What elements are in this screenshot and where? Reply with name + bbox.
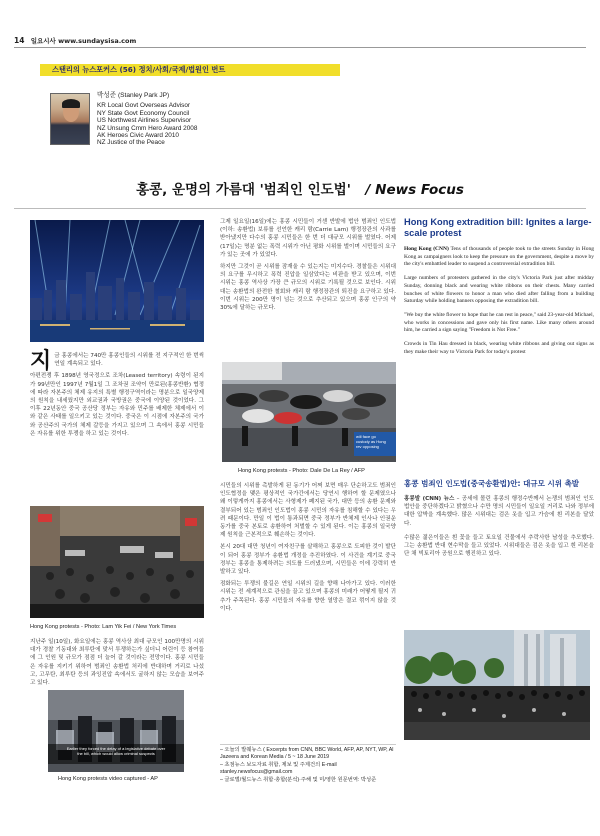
credits-contact: – 초점뉴스 보도자료 취합, 제보 및 주제건의 E-mail xyxy=(220,761,337,768)
site-name: 일요시사 www.sundaysisa.com xyxy=(30,37,137,45)
article-body-col1 xyxy=(30,349,204,442)
paragraph: 수많은 젊은이들은 흰 꽃을 들고 토요일 건물에서 추락사한 남성을 추모했다. 그는 송환법 반대 현수막을 들고 있었다. 시위대들은 검은 옷을 입고 흰 리본을 단 채 빅토리아 공원으로 행진하고 있다. xyxy=(404,534,594,558)
paragraph: 점화되는 투쟁의 불길은 연일 시위의 길을 향해 나아가고 있다. 이러한 시위는 전 세계적으로 관심을 끌고 있으며 홍콩의 미래가 어떻게 될지 귀추가 주목된다. 홍콩 시민들의 자유를 향한 열망은 결코 꺾이지 않을 것이다. xyxy=(220,581,396,612)
english-body xyxy=(404,246,594,362)
korean-summary-body xyxy=(404,495,594,564)
paragraph: 시민들의 시위를 촉발하게 된 동기가 어쩌 보면 매우 단순하고도 범죄인 인도협정을 맺은 평상적인 국가간에서는 당연시 행하여 할 문제였으나 왜 이렇게까지 홍콩에서는 사형제가 폐지된 국가, 대만 등의 송환 문제와 결부되어 있는 범죄인 인도법이 홍콩 시민의 자유를 침해할 수 있다는 우려 때문이다. 만일 이 법이 통과되면 중국 정부가 반체제 인사나 인권운동가를 중국 본토로 송환하여 처벌할 수 있게 된다. 이는 홍콩의 일국양제 원칙을 근본적으로 훼손하는 것이다. xyxy=(220,483,396,539)
english-lead: Hong Kong (CNN) xyxy=(404,246,449,252)
header-rule xyxy=(14,47,586,48)
page-header xyxy=(14,36,136,45)
headline-english: / News Focus xyxy=(365,182,464,198)
paragraph: "We buy the white flower to hope that he can rest in peace," said 23-year-old Michael, who works in concessions and gave only his first name. Like many others around him, he carried a sign saying "Freedom is Not Free." xyxy=(404,311,594,334)
photo-caption: Hong Kong protests - Photo: Dale De La Rey / AFP xyxy=(238,468,365,474)
paragraph: 본시 20대 대만 청년이 여자친구를 살해하고 홍콩으로 도피한 것이 발단이 되어 홍콩 정부가 송환법 개정을 추진하였다. 이 사건을 계기로 중국 정부는 홍콩을 통제하려는 의도를 드러냈으며, 시민들은 이에 강력히 반발하고 있다. xyxy=(220,544,396,576)
author-line: NY State Govt Economy Council xyxy=(97,109,190,117)
page-number: 14 xyxy=(14,36,25,45)
photo-overlay-text: Earlier they forced the delay of a legislative debate over the bill, which would allow criminal suspects xyxy=(66,746,166,756)
credits-sources: – 오늘의 발췌뉴스 ( Excerpts from CNN, BBC World, AFP, AP, NYT, WP, Al Jazeera and Korean Media / 5 ~ 18 June 2019 xyxy=(220,747,394,761)
paragraph: – 공세에 몰린 홍콩의 행정수반께서 논쟁의 범죄인 인도 법안을 중단하겠다고 밝혔으나 수만 명의 시민들이 일요일 거리로 나와 정부에 대한 압박을 계속했다. 많은 시위대는 검은 옷을 입고 가슴에 흰 리본을 달았다. xyxy=(404,496,595,527)
paragraph: 지난주 일(10일), 화요일에는 홍콩 역사상 최대 규모인 100만명의 시위대가 경찰 기동대와 최루탄에 맞서 투쟁하는가 싶더니 어린이 등 참여들에 그 인원 및 규모가 점점 더 늘어 갈 것이라는 전망이다. 홍콩 시민들은 자유를 지키기 위하여 범죄인 송환법 처리에 반대하며 거리로 나섰고, 고무탄, 최루탄 등의 과잉진압 속에서도 굴하지 않는 모습을 보여주고 있다. xyxy=(30,639,204,687)
paragraph: 금 홍콩에서는 740만 홍콩인들의 시위를 전 지구적인 한 번씩 연일 계속되고 있다. xyxy=(54,353,204,368)
article-body-col1-lower xyxy=(30,638,204,691)
author-line: US Northwest Airlines Supervisor xyxy=(97,117,192,125)
photo-umbrella-protest xyxy=(222,362,396,462)
section-title: 스탠리의 뉴스포커스 (56) 정치/사회/국제/법원인 번트 xyxy=(52,65,226,74)
author-name: 박성준 (Stanley Park JP) xyxy=(97,92,170,99)
english-title: Hong Kong extradition bill: Ignites a large-scale protest xyxy=(404,217,592,238)
article-body-col2 xyxy=(220,218,396,316)
paragraph: 아편전쟁 후 1898년 영국정으로 조차(Leased territory) 속령이 된지가 99년만인 1997년 7월1일 그 조차권 조약이 만료된(홍콩반환) 협정에 따라 자본주의 체제 유지의 특별 행정구역이라는 명분으로 일국양제의 원칙을 내세웠지만 외교권과 국방권은 중국에 이양된 것이었다. 그 이후 22년동안 중국 공산당 정부는 자유와 민주를 배제한 체제에서 이와 같은 사태를 일으키고 있는 것이다. 중국은 이 시점에 자본주의 국가와 공산주의 국가의 체제 갈등을 가지고 있으며 그 속에서 홍콩 시민들은 자유를 위한 투쟁을 하고 있는 것이다. xyxy=(30,373,204,437)
paragraph: Crowds in Tin Hau dressed in black, wearing white ribbons and giving out signs as they make their way to Victoria Park for today's protest xyxy=(404,341,594,355)
photo-night-harbour xyxy=(30,220,204,342)
credits-email[interactable]: stanley.newsfocus@gmail.com xyxy=(220,769,293,776)
korean-summary-lead: 홍콩발 (CNN) 뉴스 xyxy=(404,496,455,502)
author-line: NZ Justice of the Peace xyxy=(97,139,165,147)
author-photo xyxy=(50,93,90,145)
paragraph: 그제 일요일(16일)에는 홍콩 시민들이 거센 반발에 법안 범죄인 인도법(이하: 송환법) 보류를 선언한 캐리 람(Carrie Lam) 행정장관의 사과를 받아냈지만 다수의 홍콩 시민들은 한 번 더 대규모 시위를 벌였다. 어제(17일)는 명분 없는 폭력 시위가 아닌 평화 시위를 벌이며 시민들의 요구가 있는 곳에 가 있었다. xyxy=(220,219,396,258)
paragraph: Tens of thousands of people took to the streets Sunday in Hong Kong as campaigners look to keep the pressure on the government, despite a move by the city's embattled leader to suspend a controversial extradition bill. xyxy=(404,246,594,268)
article-headline xyxy=(0,178,600,198)
author-profile xyxy=(97,92,197,147)
photo-crowd-street xyxy=(30,506,204,618)
author-line: AK Heroes Civic Award 2010 xyxy=(97,132,179,140)
photo-riot-police xyxy=(48,690,184,772)
credits-translator: – 글로벌/월드뉴스 취합·총합(분석)·주해 및 미/영한 원문번역: 박성준 xyxy=(220,776,377,783)
korean-summary-title: 홍콩 범죄인 인도법(중국송환법)안: 대규모 시위 촉발 xyxy=(404,479,580,488)
photo-street-march xyxy=(404,630,590,740)
photo-overlay-text: will face go custody as Hong rev opposing xyxy=(356,434,386,449)
paragraph: Large numbers of protesters gathered in the city's Victoria Park just after midday Sunday, donning black and wearing white ribbons on their chests. Many carried bunches of white flowers to honor a man who died after falling from a building Saturday while holding banners opposing the extradition bill. xyxy=(404,275,594,305)
photo-caption: Hong Kong protests - Photo: Lam Yik Fei / New York Times xyxy=(30,624,177,630)
photo-caption: Hong Kong protests video captured - AP xyxy=(58,776,158,782)
article-credits xyxy=(220,742,396,784)
article-body-col2-lower xyxy=(220,482,396,617)
author-line: NZ Unsung Cmm Hero Award 2008 xyxy=(97,124,198,132)
paragraph: 하지만 그것이 곧 시위를 잠재울 수 있는지는 미지수다. 경찰들은 시위대의 요구를 무시하고 폭력 진압을 일삼았다는 비판을 받고 있으며, 이번 시위는 홍콩 역사상 가장 큰 규모의 시위로 기록될 것으로 보인다. 시위대는 송환법의 완전한 철회와 캐리 람 행정장관의 퇴진을 요구하고 있다. 이번 시위는 200만 명이 넘는 것으로 추산되고 있으며 홍콩 인구의 약 30%에 달하는 규모다. xyxy=(220,264,396,312)
dropcap: 지 xyxy=(30,349,52,374)
headline-rule xyxy=(14,208,586,209)
headline-korean: 홍콩, 운명의 가름대 '범죄인 인도법' xyxy=(136,182,351,198)
author-line: KR Local Govt Overseas Advisor xyxy=(97,102,191,110)
